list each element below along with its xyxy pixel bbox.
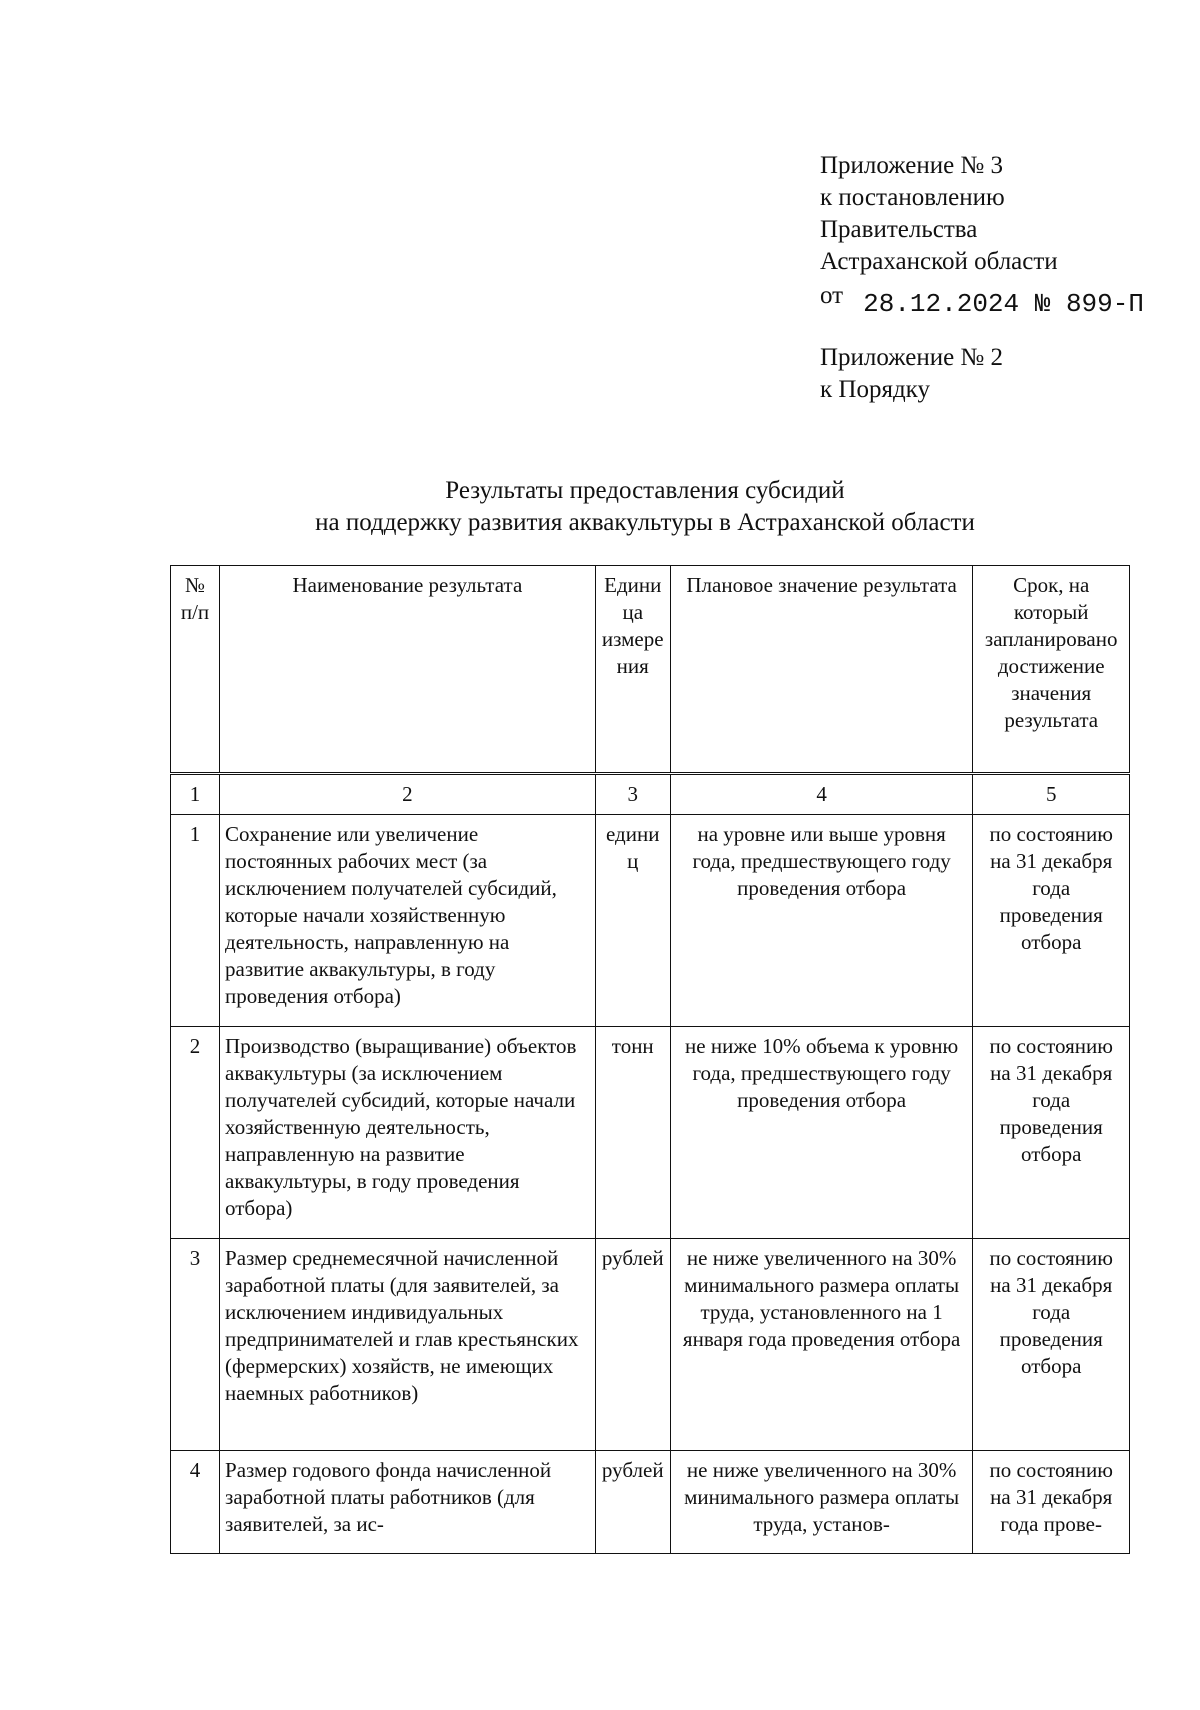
- table-row: [171, 1239, 1130, 1451]
- appendix2-line: Приложение № 2: [820, 344, 1004, 371]
- result-name: Сохранение или увеличение постоянных рабочих мест (за исключением получателей субсидий, которые начали хозяйственную деятельность, направленную на развитие аквакультуры, в году проведения отбора): [220, 815, 596, 1027]
- title-line-2: на поддержку развития аквакультуры в Астраханской области: [315, 509, 975, 536]
- header-cell-number: № п/п: [171, 566, 220, 774]
- appendix-line: к постановлению: [820, 184, 1005, 211]
- column-number-row: [171, 774, 1130, 815]
- date-prefix: от: [820, 282, 844, 309]
- row-number: 4: [171, 1451, 220, 1554]
- column-number: 5: [973, 774, 1130, 815]
- appendix2-header: [820, 342, 1180, 406]
- result-value: на уровне или выше уровня года, предшествующего году проведения отбора: [670, 815, 973, 1027]
- result-unit: единиц: [595, 815, 670, 1027]
- appendix-line: Приложение № 3: [820, 152, 1004, 179]
- result-value: не ниже увеличенного на 30% минимального размера оплаты труда, установленного на 1 января года проведения отбора: [670, 1239, 973, 1451]
- result-name: Размер среднемесячной начисленной заработной платы (для заявителей, за исключением индивидуальных предпринимателей и глав крестьянских (фермерских) хозяйств, не имеющих наемных работников): [220, 1239, 596, 1451]
- column-number: 4: [670, 774, 973, 815]
- document-title: [160, 475, 1130, 539]
- result-unit: рублей: [595, 1239, 670, 1451]
- column-number: 1: [171, 774, 220, 815]
- appendix-line: Астраханской области: [820, 248, 1058, 275]
- column-number: 3: [595, 774, 670, 815]
- result-deadline: по состоянию на 31 декабря года прове-: [973, 1451, 1130, 1554]
- result-value: не ниже 10% объема к уровню года, предшествующего году проведения отбора: [670, 1027, 973, 1239]
- table-header-row: [171, 566, 1130, 774]
- result-unit: рублей: [595, 1451, 670, 1554]
- header-cell-unit: Единица измерения: [595, 566, 670, 774]
- row-number: 3: [171, 1239, 220, 1451]
- table-row: [171, 1451, 1130, 1554]
- resolution-date-number: 28.12.2024 № 899-П: [863, 289, 1144, 319]
- header-cell-deadline: Срок, на который запланировано достижение значения результата: [973, 566, 1130, 774]
- appendix-line: Правительства: [820, 216, 978, 243]
- result-deadline: по состоянию на 31 декабря года проведения отбора: [973, 815, 1130, 1027]
- table-row: [171, 1027, 1130, 1239]
- results-table: [170, 565, 1130, 1554]
- row-number: 2: [171, 1027, 220, 1239]
- result-unit: тонн: [595, 1027, 670, 1239]
- result-deadline: по состоянию на 31 декабря года проведения отбора: [973, 1027, 1130, 1239]
- table-row: [171, 815, 1130, 1027]
- result-name: Размер годового фонда начисленной заработной платы работников (для заявителей, за ис-: [220, 1451, 596, 1554]
- appendix-header: [820, 150, 1180, 406]
- title-line-1: Результаты предоставления субсидий: [445, 477, 845, 504]
- result-deadline: по состоянию на 31 декабря года проведения отбора: [973, 1239, 1130, 1451]
- row-number: 1: [171, 815, 220, 1027]
- result-value: не ниже увеличенного на 30% минимального размера оплаты труда, установ-: [670, 1451, 973, 1554]
- header-cell-name: Наименование результата: [220, 566, 596, 774]
- appendix2-line: к Порядку: [820, 376, 930, 403]
- result-name: Производство (выращивание) объектов аквакультуры (за исключением получателей субсидий, которые начали хозяйственную деятельность, направленную на развитие аквакультуры, в году проведения отбора): [220, 1027, 596, 1239]
- resolution-date-line: [820, 280, 1180, 320]
- header-cell-value: Плановое значение результата: [670, 566, 973, 774]
- column-number: 2: [220, 774, 596, 815]
